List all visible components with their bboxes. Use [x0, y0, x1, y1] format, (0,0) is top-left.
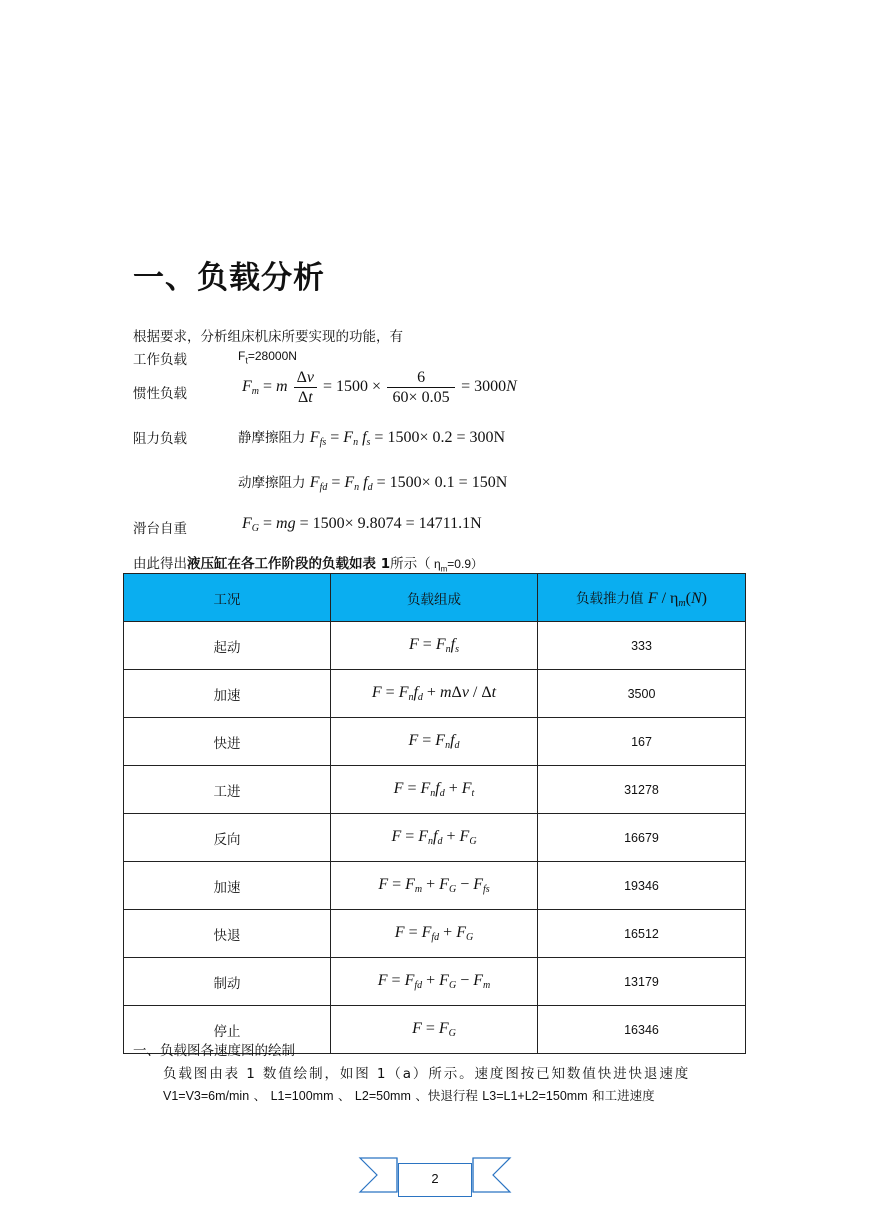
header-condition: 工况 [124, 574, 331, 622]
table-row: 起动 $F = F_nf_s$ 333 [124, 622, 746, 670]
inertia-equation: $F_m = m$ $\frac{\Delta v}{\Delta t}$ = 1500 × $\frac{6}{60\times 0.05}$ = 3000N [242, 369, 517, 406]
resistance-label: 阻力负载 [133, 431, 187, 447]
intro-text: 根据要求，分析组床机床所要实现的功能，有 [133, 329, 403, 345]
static-friction-line: 静摩擦阻力 $F_{fs} = F_n$ $f_s = 1500\times 0.2 = 300N$ [238, 429, 506, 448]
page-number: 2 [398, 1163, 472, 1197]
table-row: 停止 $F = F_G$ 16346 [124, 1006, 746, 1054]
table-row: 快退 $F = F_{fd} + F_G$ 16512 [124, 910, 746, 958]
header-composition: 负载组成 [331, 574, 538, 622]
dynamic-friction-line: 动摩擦阻力 $F_{fd} = F_n$ $f_d = 1500\times 0.1 = 150N$ [238, 474, 508, 493]
page-heading: 一、负载分析 [133, 260, 325, 296]
table-header-row [124, 574, 746, 622]
work-load-label: 工作负载 [133, 352, 187, 368]
slide-weight-label: 滑台自重 [133, 521, 187, 537]
inertia-label: 惯性负载 [133, 386, 187, 402]
table-caption: 由此得出液压缸在各工作阶段的负载如表 1所示（ $\eta_m=0.9$） [133, 556, 483, 574]
table-row: 加速 $F = F_nf_d + m\Delta v / \Delta t$ 3500 [124, 670, 746, 718]
table-row: 加速 $F = F_m + F_G - F_{fs}$ 19346 [124, 862, 746, 910]
dynamic-friction-label: 动摩擦阻力 [238, 475, 306, 491]
work-load-value: $F_t=28000N$ [238, 349, 297, 366]
table-row: 工进 $F = F_nf_d + F_t$ 31278 [124, 766, 746, 814]
table-row: 制动 $F = F_{fd} + F_G - F_m$ 13179 [124, 958, 746, 1006]
section-2-title: 一、负载图各速度图的绘制 [133, 1043, 295, 1059]
load-table [123, 573, 746, 1054]
weight-equation: $F_G$ = mg = 1500× 9.8074 = 14711.1N [242, 515, 482, 534]
header-thrust: 负载推力值 F / $\eta_m(N)$ [538, 574, 746, 622]
paragraph-line-1: 负载图由表 1 数值绘制，如图 1（a）所示。速度图按已知数值快进快退速度 [163, 1066, 691, 1082]
table-row: 反向 $F = F_nf_d + F_G$ 16679 [124, 814, 746, 862]
static-friction-label: 静摩擦阻力 [238, 430, 306, 446]
paragraph-line-2: V1=V3=6m/min 、 L1=100mm 、 L2=50mm 、快退行程 L3=L1+L2=150mm 和工进速度 [163, 1089, 655, 1103]
table-row: 快进 $F = F_nf_d$ 167 [124, 718, 746, 766]
